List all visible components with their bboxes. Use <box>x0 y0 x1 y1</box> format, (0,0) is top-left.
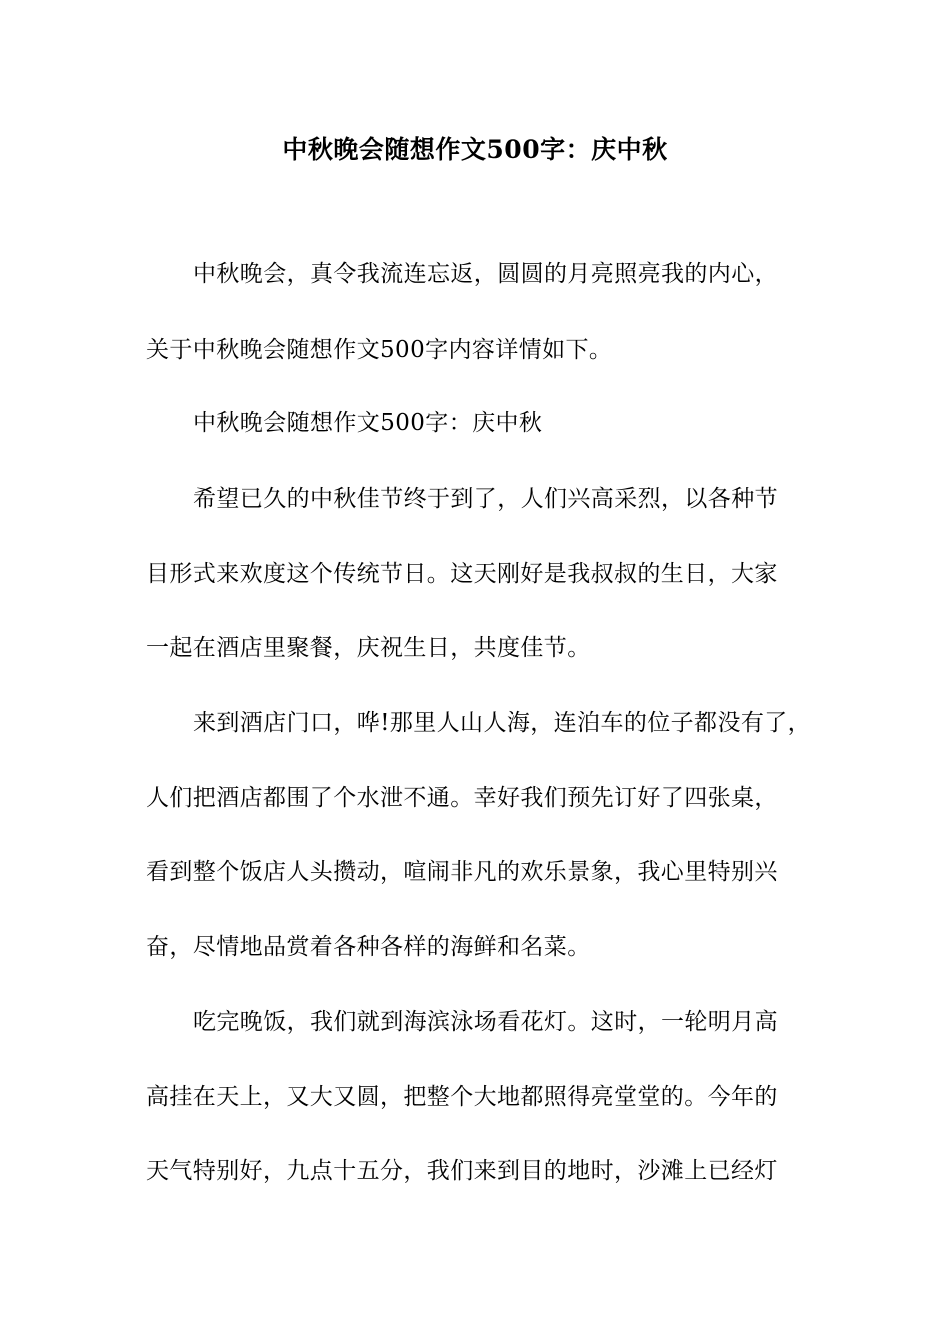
paragraph-line: 看到整个饭店人头攒动，喧闹非凡的欢乐景象，我心里特别兴 <box>146 859 778 885</box>
paragraph-line: 天气特别好，九点十五分，我们来到目的地时，沙滩上已经灯 <box>146 1158 778 1184</box>
paragraph-line: 人们把酒店都围了个水泄不通。幸好我们预先订好了四张桌， <box>146 785 778 811</box>
paragraph-line: 希望已久的中秋佳节终于到了，人们兴高采烈，以各种节 <box>193 486 778 512</box>
document-title: 中秋晚会随想作文500字：庆中秋 <box>282 135 668 164</box>
paragraph-line: 中秋晚会随想作文500字：庆中秋 <box>193 410 543 436</box>
paragraph-line: 吃完晚饭，我们就到海滨泳场看花灯。这时，一轮明月高 <box>193 1009 778 1035</box>
paragraph-line: 来到酒店门口，哗!那里人山人海，连泊车的位子都没有了， <box>193 710 812 736</box>
paragraph-line: 一起在酒店里聚餐，庆祝生日，共度佳节。 <box>146 635 591 661</box>
paragraph-line: 高挂在天上，又大又圆，把整个大地都照得亮堂堂的。今年的 <box>146 1084 778 1110</box>
paragraph-line: 目形式来欢度这个传统节日。这天刚好是我叔叔的生日，大家 <box>146 561 778 587</box>
paragraph-line: 奋，尽情地品赏着各种各样的海鲜和名菜。 <box>146 934 591 960</box>
paragraph-line: 关于中秋晚会随想作文500字内容详情如下。 <box>146 337 613 363</box>
paragraph-line: 中秋晚会，真令我流连忘返，圆圆的月亮照亮我的内心， <box>193 261 778 287</box>
